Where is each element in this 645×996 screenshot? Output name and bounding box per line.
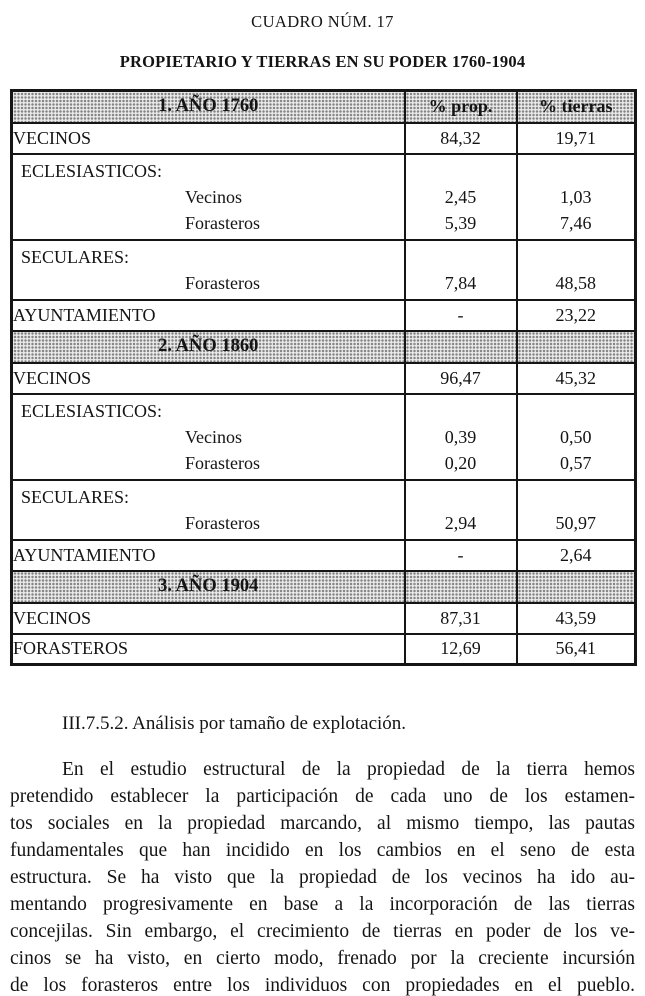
- row-label-cell: FORASTEROS: [12, 634, 405, 665]
- prop-value-cell: -: [405, 300, 517, 331]
- table-row-forasteros-1904: [12, 634, 636, 665]
- sub-row-value: 5,39: [444, 212, 477, 233]
- row-label-cell: VECINOS: [12, 363, 405, 394]
- row-label-cell: [12, 240, 405, 300]
- sub-row-value: 50,97: [555, 512, 596, 533]
- prop-value-cell: 87,31: [405, 603, 517, 634]
- empty-line: [518, 244, 635, 270]
- tierras-value-cell: [517, 480, 636, 540]
- page-subtitle: PROPIETARIO Y TIERRAS EN SU PODER 1760-1904: [119, 52, 526, 71]
- prop-value-cell: [405, 240, 517, 300]
- empty-line: [518, 398, 635, 424]
- tierras-value-cell: [517, 394, 636, 480]
- table-row-eclesiasticos-1760: [12, 154, 636, 240]
- empty-line: [406, 484, 516, 510]
- prop-value-cell: [405, 154, 517, 240]
- column-header-tierras: % tierras: [517, 91, 636, 123]
- table-row-seculares-1760: [12, 240, 636, 300]
- tierras-value-cell: 2,64: [517, 540, 636, 571]
- sub-row-label: Forasteros: [185, 512, 260, 533]
- empty-line: [406, 158, 516, 184]
- shaded-empty-cell: [517, 571, 636, 603]
- prop-value-cell: 84,32: [405, 123, 517, 154]
- prop-value-cell: -: [405, 540, 517, 571]
- shaded-empty-cell: [405, 331, 517, 363]
- table-row-vecinos-1760: [12, 123, 636, 154]
- sub-row-value: 2,94: [444, 512, 477, 533]
- prop-value-cell: 96,47: [405, 363, 517, 394]
- section-header-row-1860: [12, 331, 636, 363]
- table-row-eclesiasticos-1860: [12, 394, 636, 480]
- paragraph-line: tos sociales en la propiedad marcando, al mismo tiempo, las pautas: [10, 813, 635, 834]
- paragraph-line: cinos se ha visto, en cierto modo, frenado por la creciente incursión: [10, 948, 635, 969]
- group-label: SECULARES:: [21, 486, 130, 507]
- paragraph-line: estructura. Se ha visto que la propiedad de los vecinos ha ido au-: [10, 867, 635, 888]
- row-label-cell: [12, 394, 405, 480]
- paragraph-line: En el estudio estructural de la propiedad de la tierra hemos: [62, 759, 635, 780]
- row-label-cell: [12, 480, 405, 540]
- tierras-value-cell: 45,32: [517, 363, 636, 394]
- tierras-value-cell: 19,71: [517, 123, 636, 154]
- page-title: CUADRO NÚM. 17: [251, 12, 394, 31]
- sub-row-label: Vecinos: [185, 426, 242, 447]
- sub-row-value: 7,46: [560, 212, 592, 233]
- row-label-cell: VECINOS: [12, 603, 405, 634]
- paragraph-line: fundamentales que han incidido en los cambios en el seno de esta: [10, 840, 635, 861]
- section-header-row-1760: [12, 91, 636, 123]
- tierras-value-cell: [517, 154, 636, 240]
- prop-value-cell: [405, 394, 517, 480]
- sub-row-value: 7,84: [444, 272, 477, 293]
- section-heading: III.7.5.2. Análisis por tamaño de explotación.: [62, 713, 407, 734]
- sub-row-value: 48,58: [555, 272, 596, 293]
- sub-row-label: Forasteros: [185, 272, 260, 293]
- cuadro-table: [10, 89, 637, 666]
- sub-row-value: 0,57: [560, 452, 592, 473]
- sub-row-value: 2,45: [444, 186, 477, 207]
- section-title-cell: 2. AÑO 1860: [12, 331, 405, 363]
- tierras-value-cell: 43,59: [517, 603, 636, 634]
- sub-row-label: Forasteros: [185, 212, 260, 233]
- sub-row-label: Forasteros: [185, 452, 260, 473]
- table-row-ayuntamiento-1860: [12, 540, 636, 571]
- tierras-value-cell: 56,41: [517, 634, 636, 665]
- sub-row-value: 0,39: [444, 426, 477, 447]
- table-row-ayuntamiento-1760: [12, 300, 636, 331]
- empty-line: [406, 244, 516, 270]
- paragraph-line: de los forasteros entre los individuos con propiedades en el pueblo.: [10, 975, 635, 996]
- table-row-seculares-1860: [12, 480, 636, 540]
- table-row-vecinos-1860: [12, 363, 636, 394]
- group-label: SECULARES:: [21, 246, 130, 267]
- paragraph-line: pretendido establecer la participación de cada uno de los estamen-: [10, 786, 635, 807]
- tierras-value-cell: 23,22: [517, 300, 636, 331]
- empty-line: [518, 158, 635, 184]
- sub-row-label: Vecinos: [185, 186, 242, 207]
- section-title-cell: 3. AÑO 1904: [12, 571, 405, 603]
- row-label-cell: AYUNTAMIENTO: [12, 540, 405, 571]
- row-label-cell: VECINOS: [12, 123, 405, 154]
- section-title-cell: 1. AÑO 1760: [12, 91, 405, 123]
- paragraph-line: mentando progresivamente en base a la incorporación de las tierras: [10, 894, 635, 915]
- section-header-row-1904: [12, 571, 636, 603]
- group-label: ECLESIASTICOS:: [21, 400, 163, 421]
- tierras-value-cell: [517, 240, 636, 300]
- prop-value-cell: [405, 480, 517, 540]
- empty-line: [406, 398, 516, 424]
- shaded-empty-cell: [517, 331, 636, 363]
- table-row-vecinos-1904: [12, 603, 636, 634]
- shaded-empty-cell: [405, 571, 517, 603]
- paragraph-line: concejilas. Sin embargo, el crecimiento de tierras en poder de los ve-: [10, 921, 635, 942]
- group-label: ECLESIASTICOS:: [21, 160, 163, 181]
- row-label-cell: AYUNTAMIENTO: [12, 300, 405, 331]
- sub-row-value: 1,03: [560, 186, 592, 207]
- row-label-cell: [12, 154, 405, 240]
- column-header-prop: % prop.: [405, 91, 517, 123]
- prop-value-cell: 12,69: [405, 634, 517, 665]
- body-paragraph: [10, 756, 635, 996]
- sub-row-value: 0,50: [560, 426, 592, 447]
- sub-row-value: 0,20: [444, 452, 477, 473]
- empty-line: [518, 484, 635, 510]
